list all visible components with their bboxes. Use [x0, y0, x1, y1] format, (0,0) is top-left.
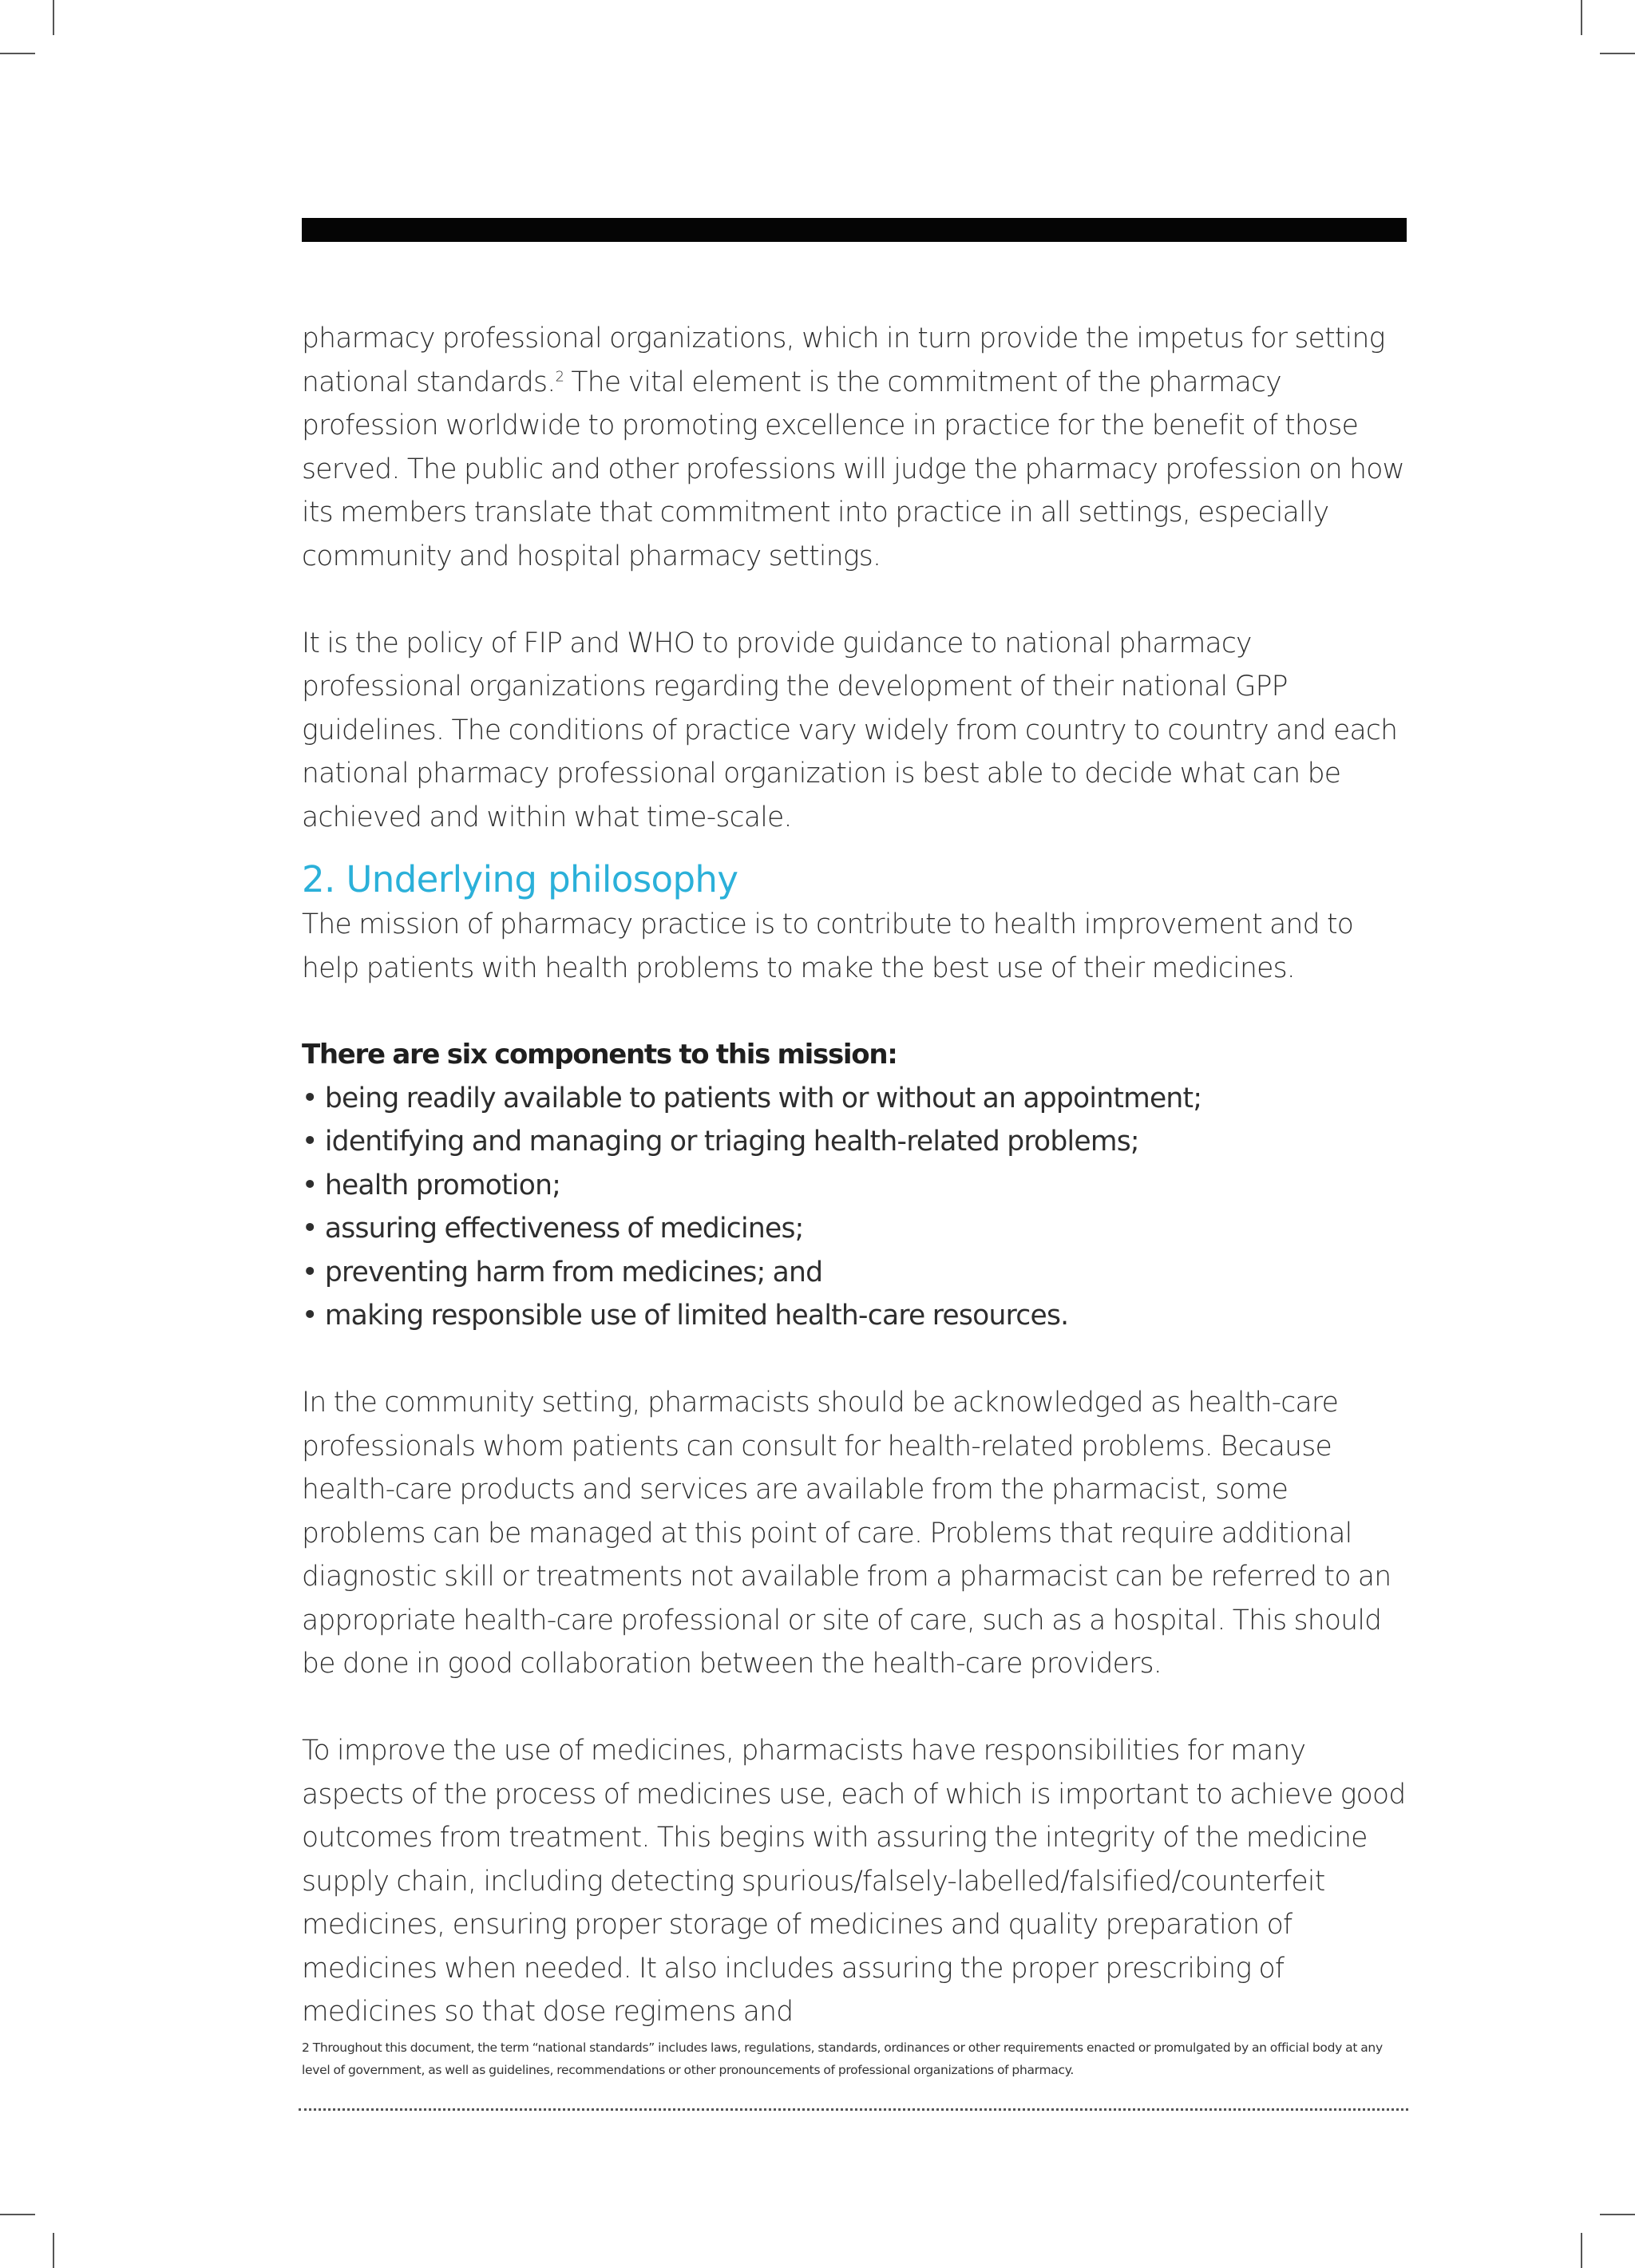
crop-mark: [0, 53, 35, 54]
paragraph-text: pharmacy professional organizations, which in turn provide the impetus for setting national standards.: [302, 323, 1385, 398]
list-item: • being readily available to patients with or without an appointment;: [302, 1077, 1411, 1121]
body-paragraph: It is the policy of FIP and WHO to provide guidance to national pharmacy professional organizations regarding the development of their national GPP guidelines. The conditions of practice vary widely from country to country and each national pharmacy professional organization is best able to decide what can be achieved and within what time-scale.: [302, 627, 1398, 833]
crop-mark: [1581, 0, 1582, 35]
dotted-divider: [299, 2108, 1408, 2111]
list-item: • identifying and managing or triaging health-related problems;: [302, 1120, 1411, 1164]
paragraph-text: The vital element is the commitment of the pharmacy profession worldwide to promoting excellence in practice for the benefit of those served. The public and other professions will judge the pharmacy profession on how its members translate that commitment into practice in all settings, especially community and hospital pharmacy settings.: [302, 366, 1405, 572]
components-heading: There are six components to this mission:: [302, 1039, 897, 1071]
crop-mark: [0, 2214, 35, 2215]
components-list: [302, 1077, 1411, 1338]
list-item: • making responsible use of limited health-care resources.: [302, 1294, 1411, 1338]
crop-mark: [53, 0, 54, 35]
header-bar: [302, 218, 1407, 242]
list-item: • assuring effectiveness of medicines;: [302, 1207, 1411, 1251]
crop-mark: [53, 2233, 54, 2268]
list-item: • preventing harm from medicines; and: [302, 1251, 1411, 1295]
body-paragraph: To improve the use of medicines, pharmacists have responsibilities for many aspects of the process of medicines use, each of which is important to achieve good outcomes from treatment. This begins with assuring the integrity of the medicine supply chain, including detecting spurious/falsely-labelled/falsified/counterfeit medicines, ensuring proper storage of medicines and quality preparation of medicines when needed. It also includes assuring the proper prescribing of medicines so that dose regimens and: [302, 1735, 1406, 2028]
crop-mark: [1600, 53, 1635, 54]
section-heading: 2. Underlying philosophy: [302, 858, 738, 900]
body-paragraph: [302, 317, 1411, 578]
crop-mark: [1581, 2233, 1582, 2268]
list-item: • health promotion;: [302, 1164, 1411, 1208]
body-paragraph: In the community setting, pharmacists should be acknowledged as health-care professionals whom patients can consult for health-related problems. Because health-care products and services are available from the pharmacist, some problems can be managed at this point of care. Problems that require additional diagnostic skill or treatments not available from a pharmacist can be referred to an appropriate health-care professional or site of care, such as a hospital. This should be done in good collaboration between the health-care providers.: [302, 1387, 1392, 1680]
page-body: [302, 317, 1411, 2034]
section-intro: The mission of pharmacy practice is to contribute to health improvement and to help patients with health problems to make the best use of their medicines.: [302, 908, 1354, 984]
crop-mark: [1600, 2214, 1635, 2215]
footnote-ref[interactable]: 2: [555, 368, 564, 385]
footnote: 2 Throughout this document, the term “national standards” includes laws, regulations, standards, ordinances or other requirements enacted or promulgated by an official body at any level of government, as well as guidelines, recommendations or other pronouncements of professional organizations of pharmacy.: [302, 2040, 1383, 2077]
